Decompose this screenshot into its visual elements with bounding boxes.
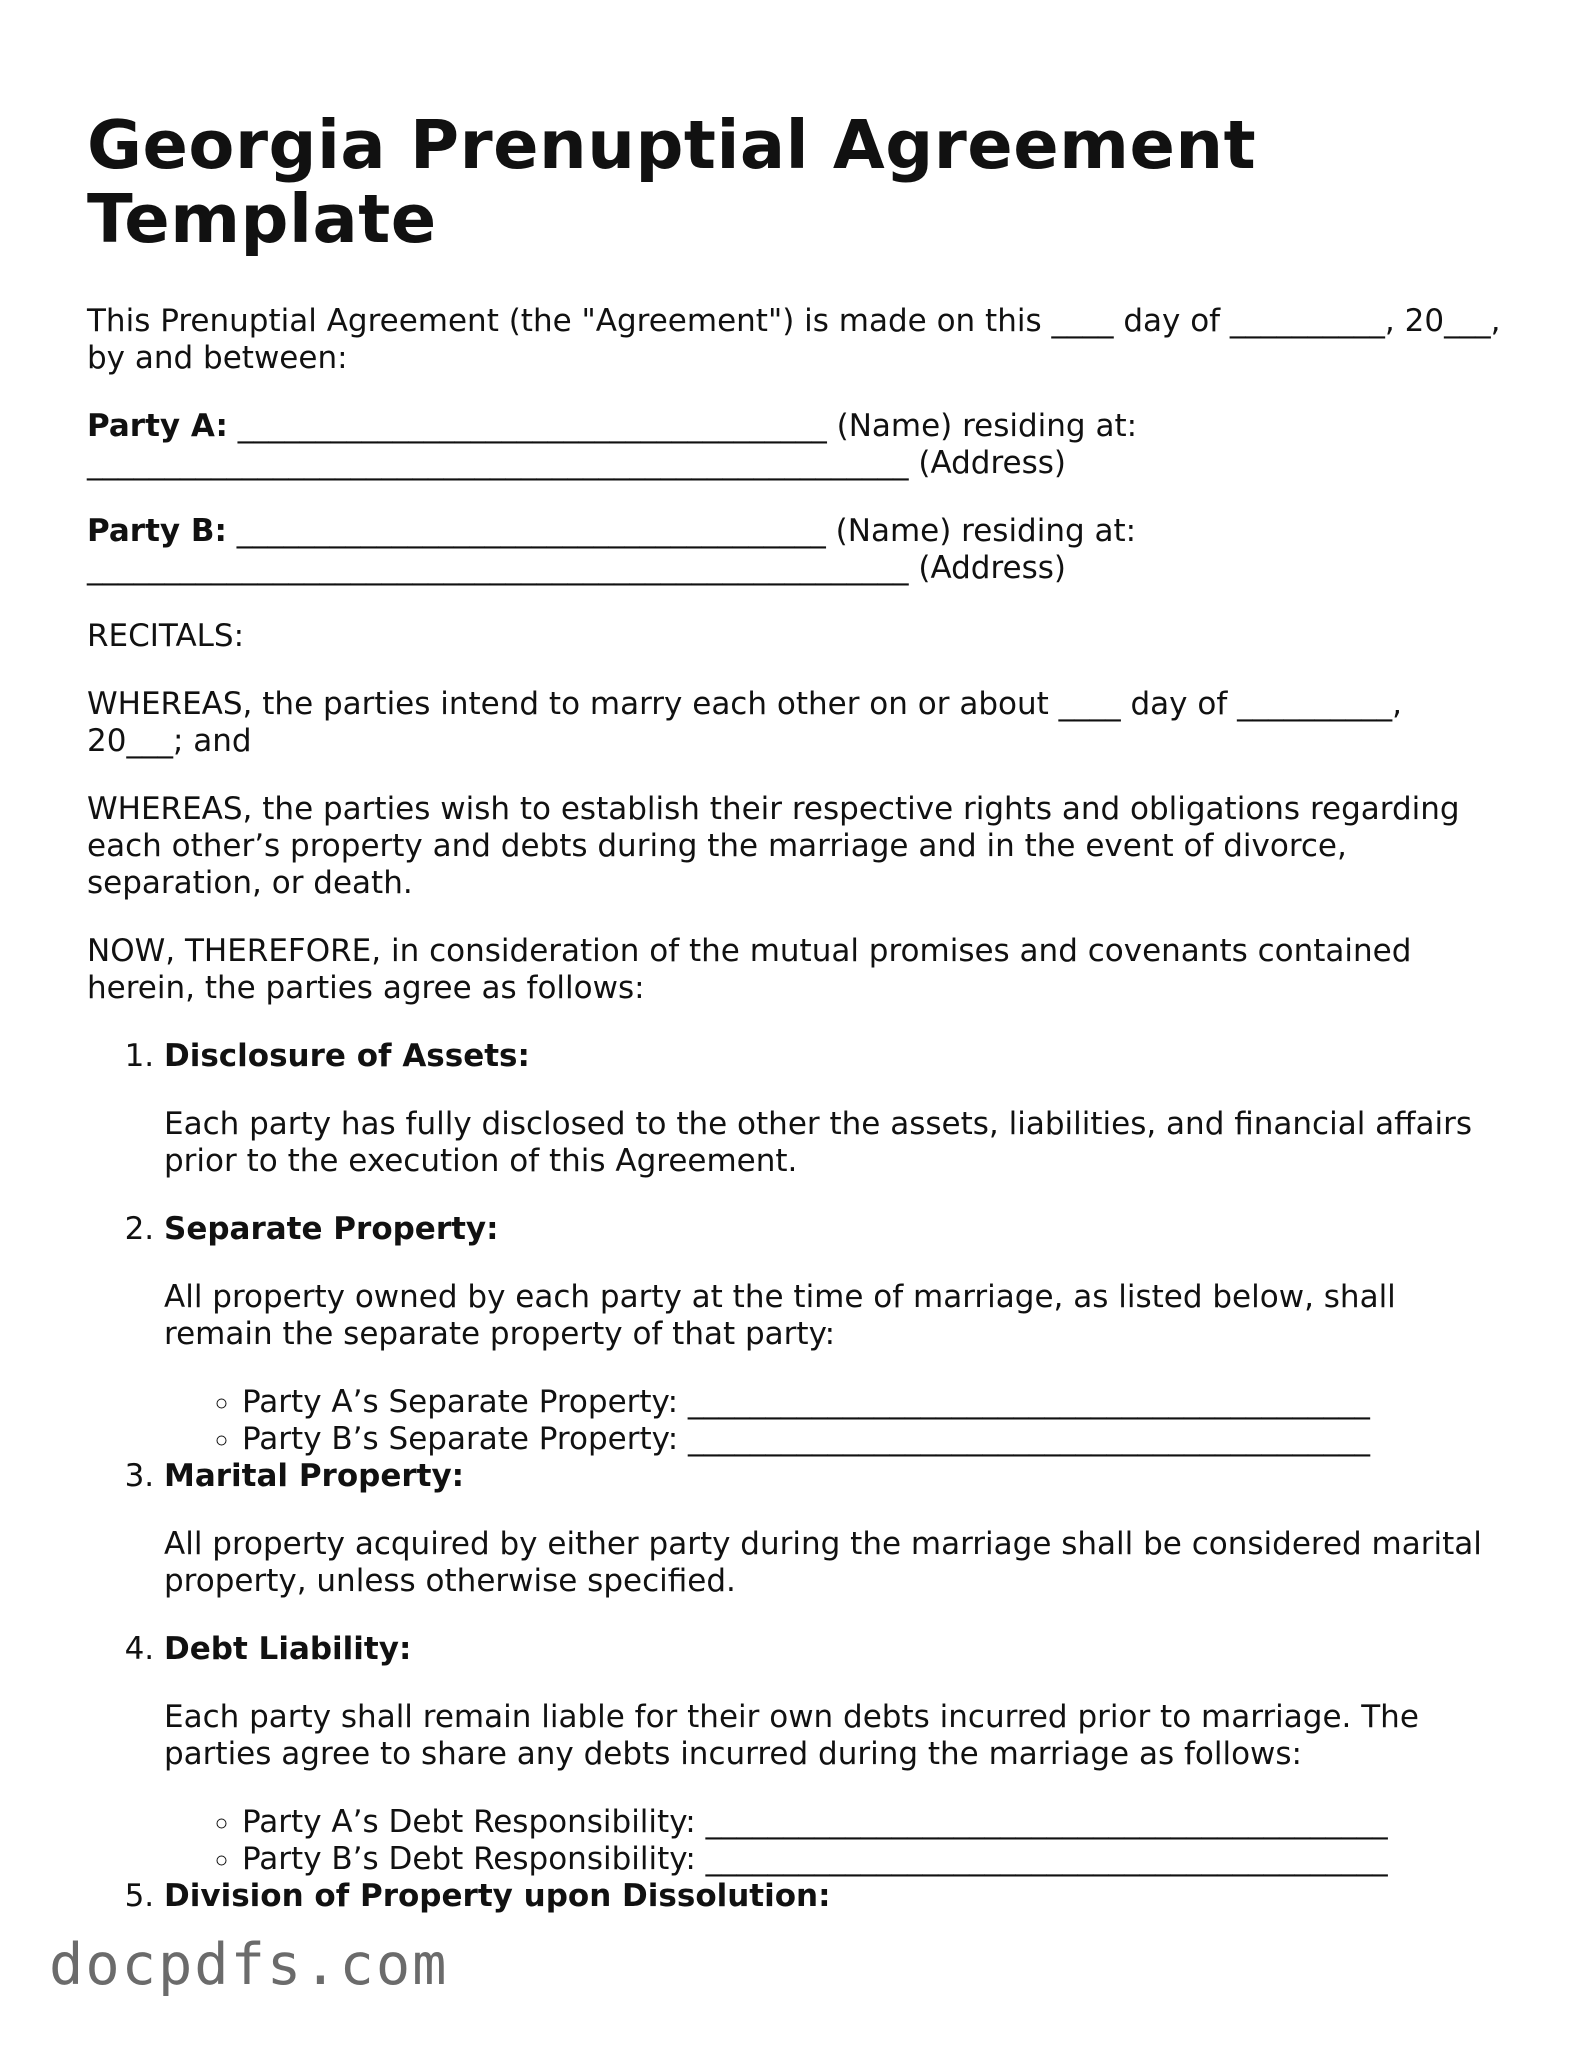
party-a-name-line: ______________________________________ (Name) residing at: — [227, 408, 1138, 444]
document-page — [87, 108, 1507, 1946]
party-b-debt-responsibility: ◦ Party B’s Debt Responsibility: ____________________________________________ — [242, 1841, 1507, 1878]
section-title: 4. Debt Liability: — [164, 1631, 412, 1667]
section-marital-property — [164, 1458, 1507, 1600]
section-title: 3. Marital Property: — [164, 1458, 465, 1494]
section-body: All property owned by each party at the time of marriage, as listed below, shall remain the separate property of that party: — [164, 1279, 1396, 1352]
party-b-name-line: ______________________________________ (Name) residing at: — [226, 513, 1137, 549]
party-a-block — [87, 408, 1507, 482]
party-a-address-line: _____________________________________________________ (Address) — [87, 445, 1066, 481]
section-title: 2. Separate Property: — [164, 1211, 499, 1247]
debt-responsibility-list — [164, 1804, 1507, 1878]
separate-property-list — [164, 1384, 1507, 1458]
section-division-of-property — [164, 1878, 1507, 1915]
section-body: Each party shall remain liable for their own debts incurred prior to marriage. The parties agree to share any debts incurred during the marriage as follows: — [164, 1699, 1419, 1772]
party-a-separate-property: ◦ Party A’s Separate Property: ____________________________________________ — [242, 1384, 1507, 1421]
party-b-block — [87, 513, 1507, 587]
section-title: 1. Disclosure of Assets: — [164, 1038, 530, 1074]
watermark: docpdfs.com — [49, 1932, 449, 1998]
whereas-rights: WHEREAS, the parties wish to establish their respective rights and obligations regarding each other’s property and debts during the marriage and in the event of divorce, separation, or death. — [87, 791, 1460, 901]
party-b-address-line: _____________________________________________________ (Address) — [87, 550, 1066, 586]
intro-paragraph: This Prenuptial Agreement (the "Agreement") is made on this ____ day of __________, 20___, by and between: — [87, 303, 1501, 376]
recitals-heading: RECITALS: — [87, 618, 245, 654]
party-a-label: Party A: — [87, 408, 228, 444]
section-disclosure — [164, 1038, 1507, 1180]
sections-list — [87, 1038, 1507, 1915]
party-b-label: Party B: — [87, 513, 227, 549]
party-a-debt-responsibility: ◦ Party A’s Debt Responsibility: ____________________________________________ — [242, 1804, 1507, 1841]
whereas-marriage: WHEREAS, the parties intend to marry each other on or about ____ day of __________, 20___; and — [87, 686, 1402, 759]
party-b-separate-property: ◦ Party B’s Separate Property: ____________________________________________ — [242, 1421, 1507, 1458]
section-title: 5. Division of Property upon Dissolution: — [164, 1878, 831, 1914]
section-separate-property — [164, 1211, 1507, 1458]
section-debt-liability — [164, 1631, 1507, 1878]
now-therefore: NOW, THEREFORE, in consideration of the mutual promises and covenants contained herein, the parties agree as follows: — [87, 933, 1412, 1006]
document-title: Georgia Prenuptial Agreement Template — [87, 106, 1257, 258]
section-body: Each party has fully disclosed to the other the assets, liabilities, and financial affairs prior to the execution of this Agreement. — [164, 1106, 1473, 1179]
section-body: All property acquired by either party during the marriage shall be considered marital property, unless otherwise specified. — [164, 1526, 1482, 1599]
